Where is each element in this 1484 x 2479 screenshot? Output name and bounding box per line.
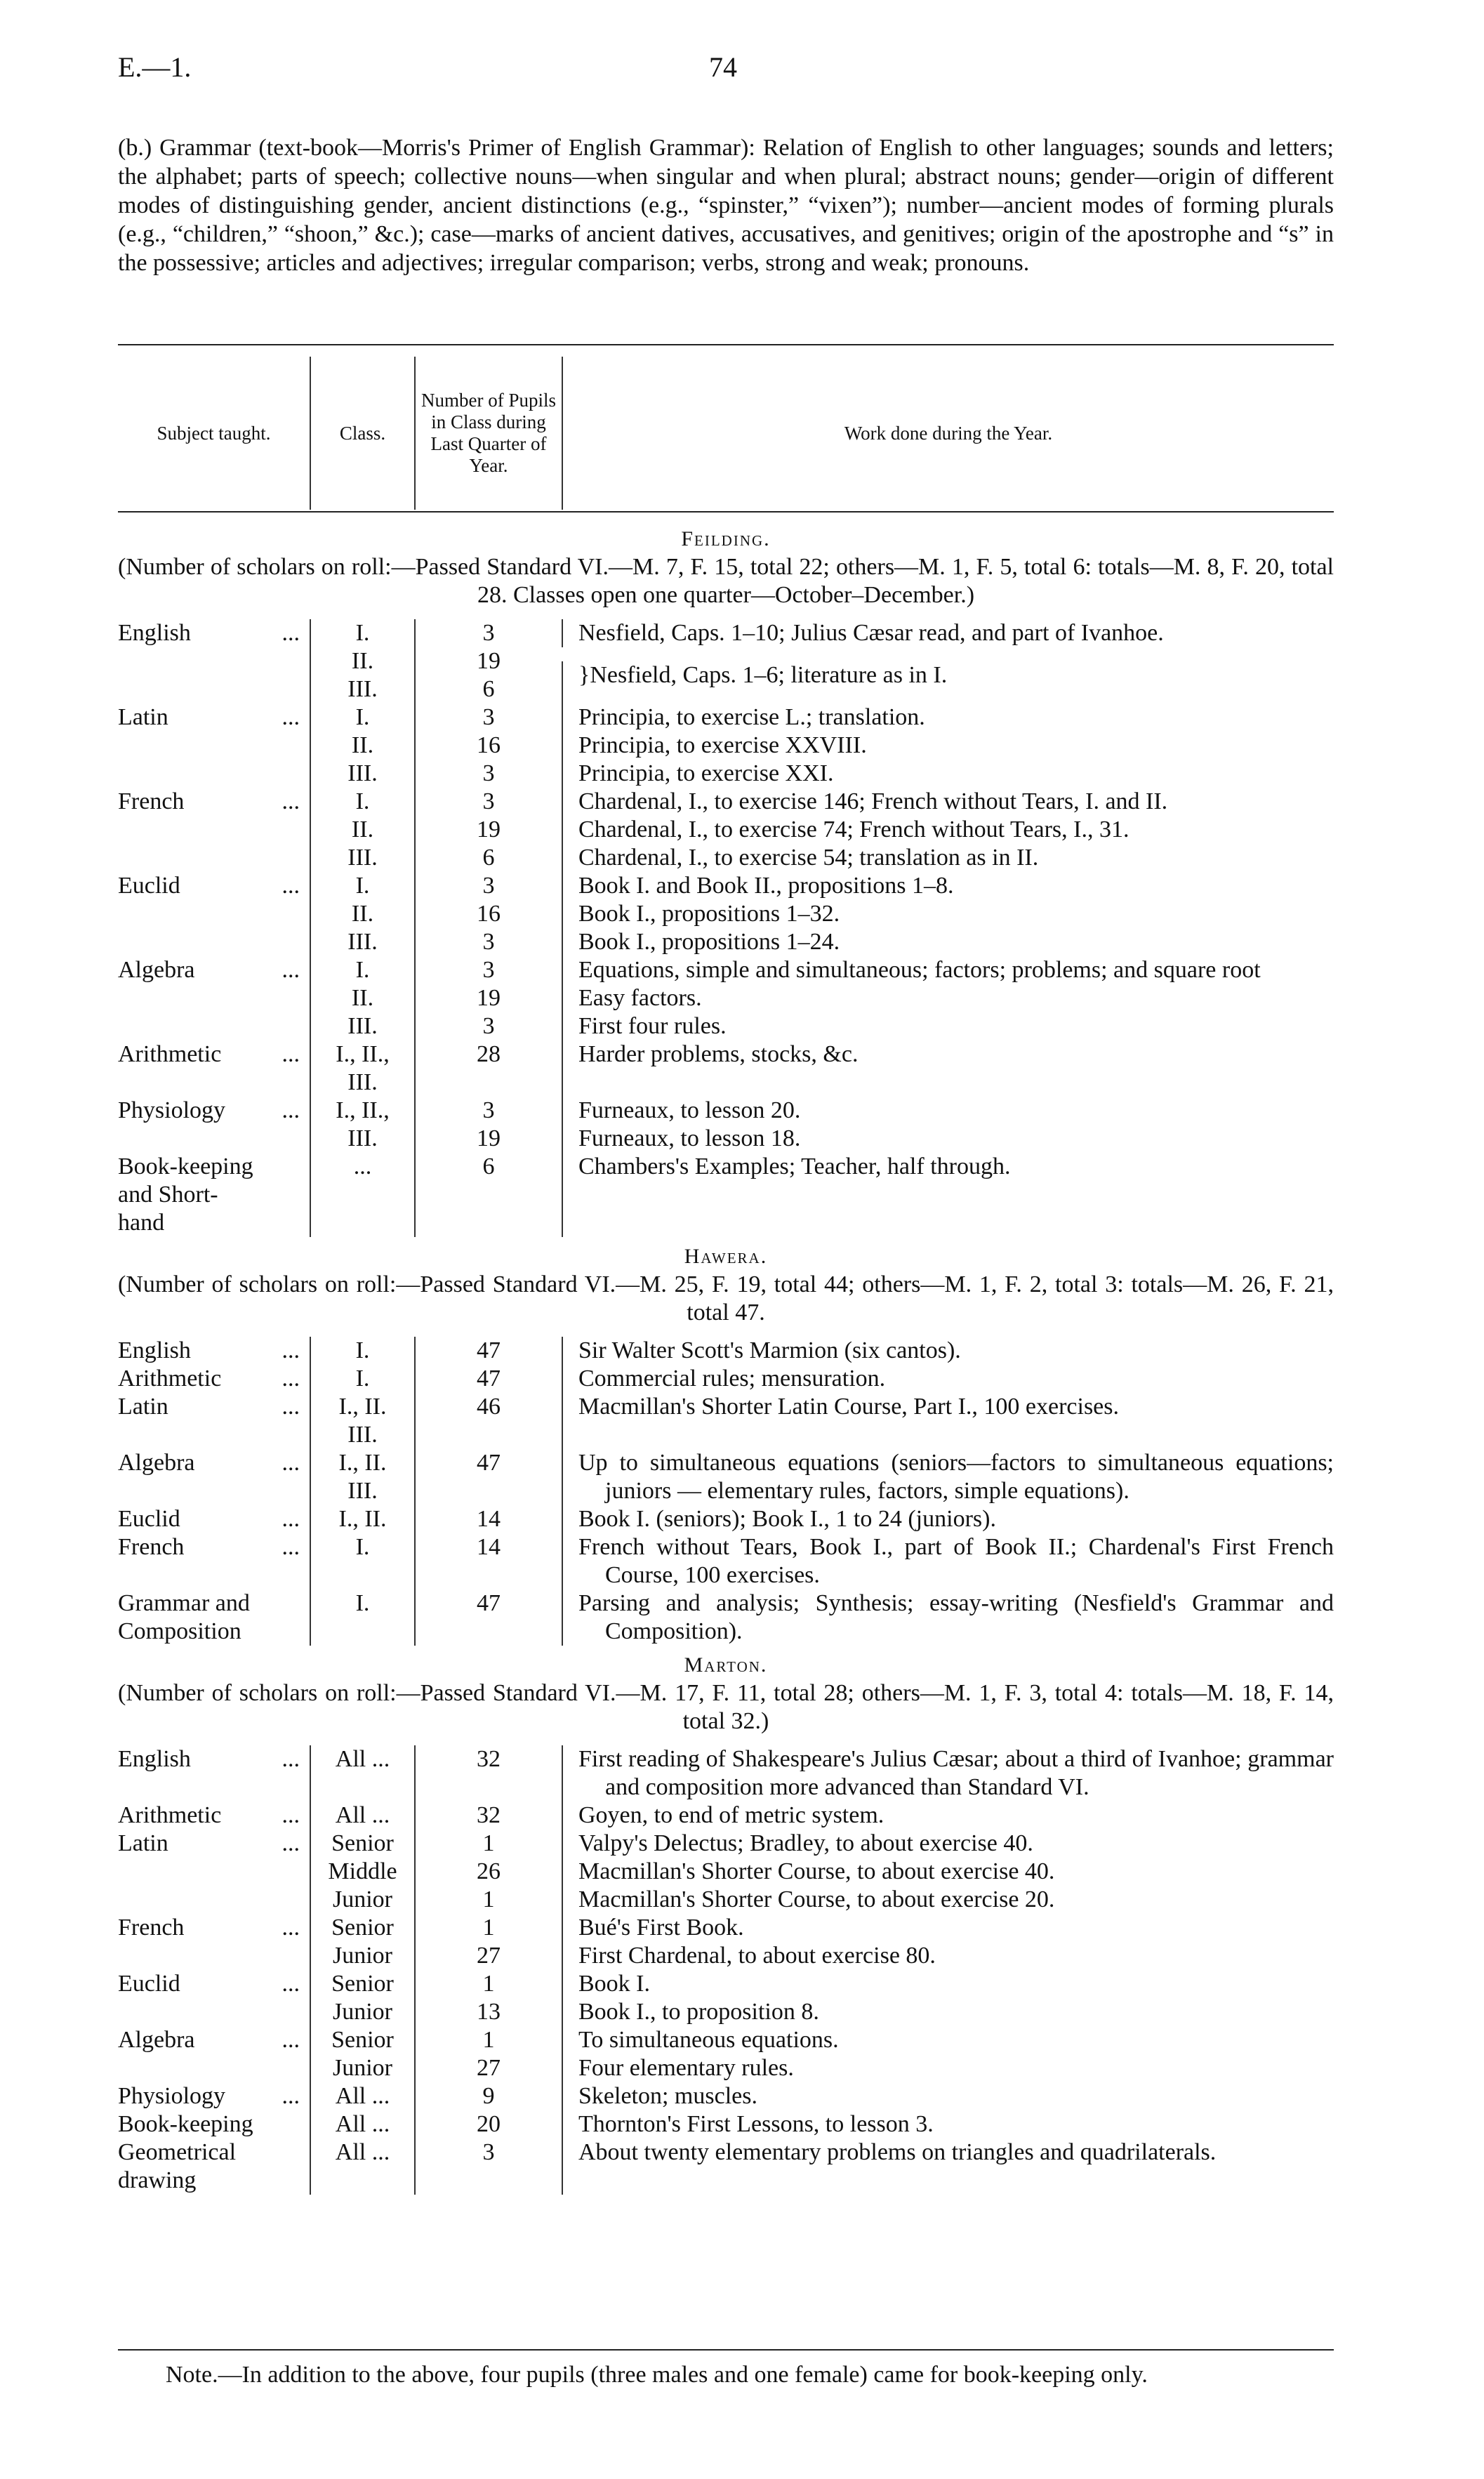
subject-name: Arithmetic [118,1041,222,1067]
leader-dots: ... [281,1394,300,1420]
page-number: 74 [709,51,737,83]
subject-cell [118,2082,310,2110]
class-cell: I. [310,703,414,732]
pupils-count: 1 [414,1970,562,1998]
work-done: French without Tears, Book I., part of Book II.; Chardenal's First French Course, 100 exercises. [562,1533,1334,1589]
class-cell: II. [310,732,414,760]
work-done: Book I., propositions 1–32. [562,900,1334,928]
class-cell: Junior [310,2054,414,2082]
table-bottom-rule [118,2349,1334,2351]
class-cell: I. [310,956,414,984]
class-cell: I., II. III. [310,1393,414,1449]
work-done: Book I., propositions 1–24. [562,928,1334,956]
leader-dots: ... [281,2027,300,2053]
subject-cell [118,675,310,703]
table-body [118,520,1334,2195]
work-done: Book I. [562,1970,1334,1998]
subject-name: Algebra [118,957,195,983]
pupils-count: 3 [414,788,562,816]
subject-cell [118,956,310,984]
subject-cell [118,1337,310,1365]
pupils-count: 3 [414,1012,562,1040]
pupils-count: 19 [414,816,562,844]
subject-cell [118,647,310,675]
work-done: Parsing and analysis; Synthesis; essay-writing (Nesfield's Grammar and Composition). [562,1589,1334,1646]
class-cell: II. [310,984,414,1012]
header-pupils: Number of Pupils in Class during Last Quarter of Year. [414,357,562,510]
subject-cell [118,1393,310,1449]
leader-dots: ... [281,1830,300,1856]
work-done: First Chardenal, to about exercise 80. [562,1942,1334,1970]
class-cell: I., II., [310,1097,414,1125]
pupils-count: 3 [414,2138,562,2195]
subject-name: Euclid [118,1506,180,1532]
leader-dots: ... [281,1534,300,1560]
work-done: Valpy's Delectus; Bradley, to about exercise 40. [562,1830,1334,1858]
pupils-count: 3 [414,703,562,732]
work-done: Commercial rules; mensuration. [562,1365,1334,1393]
subject-cell [118,788,310,816]
pupils-count: 19 [414,1125,562,1153]
pupils-count: 32 [414,1802,562,1830]
leader-dots: ... [281,1337,300,1363]
subject-cell [118,619,310,647]
work-done: Book I. and Book II., propositions 1–8. [562,872,1334,900]
class-cell: I. [310,1365,414,1393]
work-done: Chardenal, I., to exercise 146; French without Tears, I. and II. [562,788,1334,816]
work-done: }Nesfield, Caps. 1–6; literature as in I. [562,661,1334,689]
leader-dots: ... [281,1097,300,1123]
leader-dots: ... [281,957,300,983]
pupils-count: 6 [414,675,562,703]
leader-dots: ... [281,1506,300,1532]
pupils-count: 1 [414,1886,562,1914]
work-done: Sir Walter Scott's Marmion (six cantos). [562,1337,1334,1365]
leader-dots: ... [281,620,300,646]
class-cell: All ... [310,1802,414,1830]
pupils-count: 3 [414,760,562,788]
subject-name: English [118,620,191,646]
work-done: Equations, simple and simultaneous; factors; problems; and square root [562,956,1334,984]
subject-cell [118,928,310,956]
leader-dots: ... [281,1971,300,1997]
roll-summary: (Number of scholars on roll:—Passed Standard VI.—M. 7, F. 15, total 22; others—M. 1, F. 5, total 6: totals—M. 8, F. 20, total 28. Classes open one quarter—October–December.) [118,554,1334,608]
work-done: Up to simultaneous equations (seniors—factors to simultaneous equations; juniors — elementary rules, factors, simple equations). [562,1449,1334,1505]
pupils-count: 14 [414,1505,562,1533]
subject-cell [118,1914,310,1942]
table-top-rule [118,344,1334,345]
work-done: Furneaux, to lesson 18. [562,1125,1334,1153]
work-done: Harder problems, stocks, &c. [562,1040,1334,1097]
work-done: Principia, to exercise L.; translation. [562,703,1334,732]
work-done: Chambers's Examples; Teacher, half through. [562,1153,1334,1237]
subject-cell [118,1365,310,1393]
pupils-count: 47 [414,1449,562,1505]
pupils-count: 1 [414,1830,562,1858]
class-cell: All ... [310,2138,414,2195]
pupils-count: 27 [414,1942,562,1970]
subject-cell [118,1533,310,1589]
work-done: Easy factors. [562,984,1334,1012]
pupils-count: 3 [414,928,562,956]
subject-name: Physiology [118,2083,226,2109]
class-cell: Junior [310,1942,414,1970]
class-cell: III. [310,928,414,956]
work-done: Book I. (seniors); Book I., 1 to 24 (juniors). [562,1505,1334,1533]
leader-dots: ... [281,1915,300,1941]
subject-name: Latin [118,1394,168,1420]
pupils-count: 14 [414,1533,562,1589]
subject-name: French [118,1534,185,1560]
leader-dots: ... [281,2083,300,2109]
pupils-count: 19 [414,984,562,1012]
pupils-count: 3 [414,872,562,900]
subject-cell [118,1858,310,1886]
subject-cell [118,1040,310,1097]
class-cell: III. [310,1125,414,1153]
pupils-count: 16 [414,732,562,760]
class-cell: I., II. III. [310,1449,414,1505]
pupils-count: 20 [414,2110,562,2138]
subject-cell [118,1153,310,1237]
subject-cell [118,816,310,844]
subject-name: Grammar and Composition [118,1590,250,1644]
pupils-count: 6 [414,1153,562,1237]
subject-cell [118,1449,310,1505]
work-done: First four rules. [562,1012,1334,1040]
work-done: Chardenal, I., to exercise 54; translation as in II. [562,844,1334,872]
class-cell: I., II., III. [310,1040,414,1097]
pupils-count: 32 [414,1745,562,1802]
subject-name: English [118,1337,191,1363]
subject-cell [118,1097,310,1125]
pupils-count: 3 [414,1097,562,1125]
subject-cell [118,1125,310,1153]
class-cell: I. [310,1533,414,1589]
subject-name: Latin [118,1830,168,1856]
subject-name: French [118,788,185,814]
subject-cell [118,2138,310,2195]
class-cell: Senior [310,1830,414,1858]
pupils-count: 27 [414,2054,562,2082]
class-cell: III. [310,844,414,872]
leader-dots: ... [281,1366,300,1391]
subject-name: Latin [118,704,168,730]
subject-name: Physiology [118,1097,226,1123]
subject-cell [118,984,310,1012]
work-done: To simultaneous equations. [562,2026,1334,2054]
subject-cell [118,1589,310,1646]
class-cell: I. [310,788,414,816]
document-reference: E.—1. [118,51,192,83]
grammar-paragraph: (b.) Grammar (text-book—Morris's Primer of English Grammar): Relation of English to other languages; sounds and letters; the alphabet; parts of speech; collective nouns—when singular and when plural; abstract nouns; gender—origin of different modes of distinguishing gender, ancient distinctions (e.g., “spinster,” “vixen”); number—ancient modes of forming plurals (e.g., “children,” “shoon,” &c.); case—marks of ancient datives, accusatives, and genitives; origin of the apostrophe and “s” in the possessive; articles and adjectives; irregular comparison; verbs, strong and weak; pronouns. [118,135,1334,276]
subject-cell [118,1998,310,2026]
pupils-count: 47 [414,1365,562,1393]
work-done: Macmillan's Shorter Latin Course, Part I., 100 exercises. [562,1393,1334,1449]
subject-cell [118,844,310,872]
subject-name: Book-keeping and Short- hand [118,1153,253,1236]
subject-cell [118,760,310,788]
work-done: Skeleton; muscles. [562,2082,1334,2110]
subject-cell [118,2054,310,2082]
subject-cell [118,1886,310,1914]
leader-dots: ... [281,1450,300,1476]
pupils-count: 46 [414,1393,562,1449]
section-title: Marton. [684,1653,768,1677]
work-done: First reading of Shakespeare's Julius Cæsar; about a third of Ivanhoe; grammar and composition more advanced than Standard VI. [562,1745,1334,1802]
pupils-count: 28 [414,1040,562,1097]
subject-name: Algebra [118,2027,195,2053]
subject-cell [118,1802,310,1830]
section-rows [118,1337,1334,1646]
class-cell: II. [310,816,414,844]
class-cell: ... [310,1153,414,1237]
class-cell: Junior [310,1998,414,2026]
pupils-count: 9 [414,2082,562,2110]
class-cell: II. [310,647,414,675]
class-cell: Senior [310,2026,414,2054]
pupils-count: 47 [414,1337,562,1365]
section-rows [118,1745,1334,2195]
leader-dots: ... [281,873,300,899]
work-done: Furneaux, to lesson 20. [562,1097,1334,1125]
leader-dots: ... [281,788,300,814]
class-cell: All ... [310,2082,414,2110]
leader-dots: ... [281,1802,300,1828]
work-done: Thornton's First Lessons, to lesson 3. [562,2110,1334,2138]
subject-cell [118,1745,310,1802]
subject-name: Book-keeping [118,2111,253,2137]
subject-name: Euclid [118,1971,180,1997]
class-cell: All ... [310,1745,414,1802]
class-cell: Senior [310,1914,414,1942]
section-title: Feilding. [681,527,771,550]
subject-cell [118,2110,310,2138]
work-done: Macmillan's Shorter Course, to about exercise 20. [562,1886,1334,1914]
section-rows [118,619,1334,1237]
work-done: Principia, to exercise XXVIII. [562,732,1334,760]
subject-name: English [118,1746,191,1772]
work-done: Goyen, to end of metric system. [562,1802,1334,1830]
work-done: Nesfield, Caps. 1–10; Julius Cæsar read, and part of Ivanhoe. [562,619,1334,647]
pupils-count: 13 [414,1998,562,2026]
header-work: Work done during the Year. [562,357,1334,510]
header-subject: Subject taught. [157,422,271,444]
class-cell: I. [310,872,414,900]
leader-dots: ... [281,1746,300,1772]
subject-cell [118,900,310,928]
subject-name: Algebra [118,1450,195,1476]
header-class: Class. [310,357,414,510]
class-cell: Senior [310,1970,414,1998]
pupils-count: 16 [414,900,562,928]
class-cell: All ... [310,2110,414,2138]
subject-cell [118,1505,310,1533]
pupils-count: 47 [414,1589,562,1646]
work-done: Chardenal, I., to exercise 74; French without Tears, I., 31. [562,816,1334,844]
table-header [118,357,1334,510]
subject-cell [118,1942,310,1970]
subject-name: Arithmetic [118,1366,222,1391]
class-cell: II. [310,900,414,928]
class-cell: Junior [310,1886,414,1914]
subject-cell [118,1830,310,1858]
pupils-count: 3 [414,619,562,647]
pupils-count: 1 [414,2026,562,2054]
footnote: Note.—In addition to the above, four pupils (three males and one female) came for book-keeping only. [166,2362,1148,2388]
subject-name: Arithmetic [118,1802,222,1828]
section-title: Hawera. [684,1245,768,1268]
class-cell: I., II. [310,1505,414,1533]
class-cell: I. [310,1337,414,1365]
class-cell: III. [310,760,414,788]
subject-name: French [118,1915,185,1941]
class-cell: I. [310,619,414,647]
roll-summary: (Number of scholars on roll:—Passed Standard VI.—M. 25, F. 19, total 44; others—M. 1, F. 2, total 3: totals—M. 26, F. 21, total 47. [118,1271,1334,1326]
work-done: Book I., to proposition 8. [562,1998,1334,2026]
work-done: Four elementary rules. [562,2054,1334,2082]
pupils-count: 19 [414,647,562,675]
subject-cell [118,1012,310,1040]
roll-summary: (Number of scholars on roll:—Passed Standard VI.—M. 17, F. 11, total 28; others—M. 1, F. 3, total 4: totals—M. 18, F. 14, total 32.) [118,1680,1334,1734]
work-done: About twenty elementary problems on triangles and quadrilaterals. [562,2138,1334,2195]
leader-dots: ... [281,1041,300,1067]
subject-name: Euclid [118,873,180,899]
subject-cell [118,1970,310,1998]
work-done: Bué's First Book. [562,1914,1334,1942]
class-cell: III. [310,1012,414,1040]
pupils-count: 6 [414,844,562,872]
subject-cell [118,703,310,732]
pupils-count: 26 [414,1858,562,1886]
subject-name: Geometrical drawing [118,2139,237,2193]
table-header-rule [118,511,1334,513]
work-done: Macmillan's Shorter Course, to about exercise 40. [562,1858,1334,1886]
subject-cell [118,872,310,900]
subject-cell [118,732,310,760]
leader-dots: ... [281,704,300,730]
class-cell: I. [310,1589,414,1646]
subject-cell [118,2026,310,2054]
class-cell: Middle [310,1858,414,1886]
class-cell: III. [310,675,414,703]
pupils-count: 1 [414,1914,562,1942]
pupils-count: 3 [414,956,562,984]
work-done: Principia, to exercise XXI. [562,760,1334,788]
